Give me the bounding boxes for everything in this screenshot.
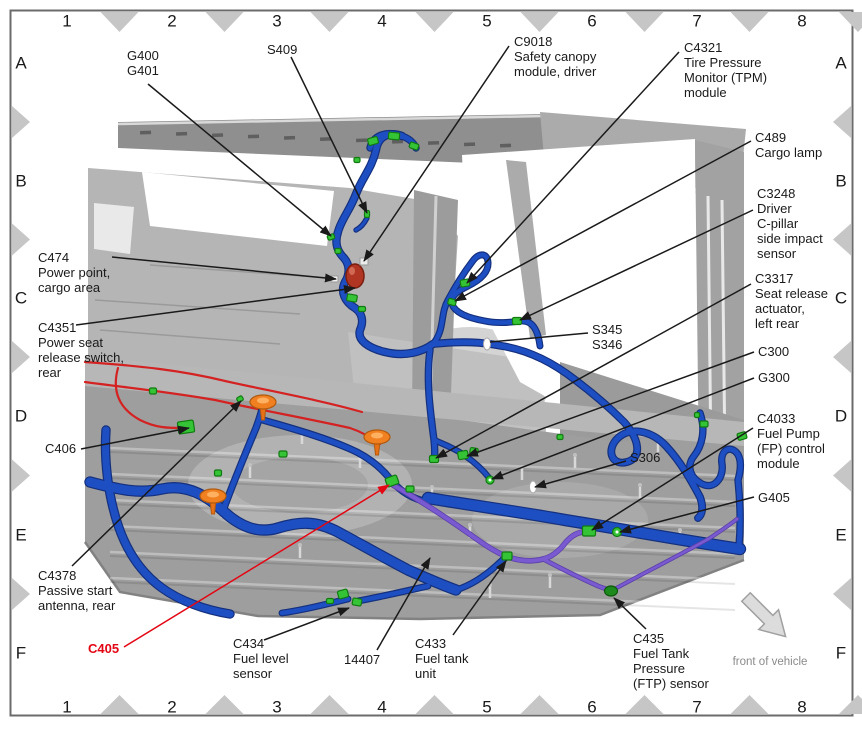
callout-line: C474 xyxy=(38,250,70,265)
callout-line: cargo area xyxy=(38,280,101,295)
callout-line: unit xyxy=(415,666,436,681)
callout-line: Fuel Tank xyxy=(633,646,690,661)
grid-row-label-right: F xyxy=(835,643,847,663)
callout-line: Safety canopy xyxy=(514,49,597,64)
grid-col-label-top: 7 xyxy=(692,11,702,31)
leader-g300 xyxy=(492,378,754,479)
grid-row-label-left: E xyxy=(15,525,27,545)
callout-line: actuator, xyxy=(755,301,805,316)
grid-col-label-bottom: 4 xyxy=(377,697,387,717)
callout-s306 xyxy=(630,450,660,465)
callout-line: Fuel Pump xyxy=(757,426,820,441)
callout-c433 xyxy=(415,636,468,681)
leader-c9018 xyxy=(364,46,509,261)
leader-s306 xyxy=(535,461,626,487)
callout-s409 xyxy=(267,42,297,57)
grid-row-label-right: B xyxy=(835,171,847,191)
callout-line: (FTP) sensor xyxy=(633,676,709,691)
front-of-vehicle-label: front of vehicle xyxy=(732,656,808,668)
grid-row-label-right: A xyxy=(835,53,847,73)
grid-row-label-left: A xyxy=(15,53,27,73)
callout-c4351 xyxy=(38,320,124,380)
callout-c3317 xyxy=(755,271,828,331)
callout-line: C433 xyxy=(415,636,447,651)
grid-col-label-top: 8 xyxy=(797,11,807,31)
callout-line: C-pillar xyxy=(757,216,799,231)
callout-line: S345 xyxy=(592,322,623,337)
callout-g300 xyxy=(758,370,790,385)
callout-line: Passive start xyxy=(38,583,113,598)
grid-col-label-top: 3 xyxy=(272,11,282,31)
callout-c9018 xyxy=(514,34,596,79)
callout-line: Seat release xyxy=(755,286,828,301)
callout-line: Power seat xyxy=(38,335,104,350)
callout-line: C4378 xyxy=(38,568,77,583)
callout-line: Tire Pressure xyxy=(684,55,762,70)
callout-c4321 xyxy=(684,40,767,100)
callout-line: S306 xyxy=(630,450,661,465)
leader-s409 xyxy=(291,57,367,213)
callout-line: side impact xyxy=(757,231,823,246)
grid-col-label-top: 4 xyxy=(377,11,387,31)
leader-c489 xyxy=(455,141,751,301)
grid-col-label-bottom: 6 xyxy=(587,697,597,717)
callout-line: module xyxy=(757,456,800,471)
leader-c300 xyxy=(467,352,754,456)
callout-line: module, driver xyxy=(514,64,597,79)
callout-line: C405 xyxy=(88,641,120,656)
leader-c433 xyxy=(453,561,506,635)
callout-n14407 xyxy=(344,652,380,667)
callout-line: S409 xyxy=(267,42,298,57)
callout-g400 xyxy=(127,48,159,78)
callout-line: Fuel tank xyxy=(415,651,469,666)
grid-row-label-right: D xyxy=(834,406,848,426)
callout-c3248 xyxy=(757,186,823,261)
callout-line: sensor xyxy=(233,666,273,681)
grid-col-label-bottom: 7 xyxy=(692,697,702,717)
grid-col-label-top: 2 xyxy=(167,11,177,31)
callout-line: C434 xyxy=(233,636,265,651)
grid-row-label-left: F xyxy=(15,643,27,663)
callout-line: C435 xyxy=(633,631,665,646)
callout-c4378 xyxy=(38,568,115,613)
callout-line: C4033 xyxy=(757,411,796,426)
grid-row-label-left: B xyxy=(15,171,27,191)
callout-line: C9018 xyxy=(514,34,553,49)
leader-c435 xyxy=(614,598,646,629)
leader-c3248 xyxy=(520,210,753,320)
leader-c406 xyxy=(81,428,189,449)
callout-line: C4351 xyxy=(38,320,77,335)
grid-col-label-bottom: 1 xyxy=(62,697,72,717)
callout-line: C406 xyxy=(45,441,77,456)
callout-line: 14407 xyxy=(344,652,381,667)
leader-s345 xyxy=(490,333,588,342)
leader-c474 xyxy=(112,257,336,279)
callout-line: module xyxy=(684,85,727,100)
callout-line: Fuel level xyxy=(233,651,289,666)
grid-col-label-bottom: 3 xyxy=(272,697,282,717)
leader-g400 xyxy=(148,84,331,236)
callout-line: Driver xyxy=(757,201,792,216)
callout-line: (FP) control xyxy=(757,441,825,456)
grid-row-label-right: E xyxy=(835,525,847,545)
callout-c405 xyxy=(88,641,119,656)
callout-s345 xyxy=(592,322,622,352)
callout-line: sensor xyxy=(757,246,797,261)
callout-line: release switch, xyxy=(38,350,124,365)
callout-line: antenna, rear xyxy=(38,598,116,613)
leader-g405 xyxy=(620,497,754,532)
callout-line: C489 xyxy=(755,130,787,145)
callout-line: Power point, xyxy=(38,265,111,280)
callout-g405 xyxy=(758,490,790,505)
grid-row-label-right: C xyxy=(834,288,848,308)
callout-line: G405 xyxy=(758,490,790,505)
callout-c434 xyxy=(233,636,289,681)
callout-line: C4321 xyxy=(684,40,723,55)
callout-c300 xyxy=(758,344,789,359)
grid-col-label-top: 1 xyxy=(62,11,72,31)
callout-c435 xyxy=(633,631,709,691)
callout-line: Pressure xyxy=(633,661,686,676)
callout-line: G400 xyxy=(127,48,159,63)
callout-c4033 xyxy=(757,411,825,471)
callout-line: S346 xyxy=(592,337,623,352)
leader-c4378 xyxy=(72,401,241,566)
grid-row-label-left: C xyxy=(14,288,28,308)
callout-line: Monitor (TPM) xyxy=(684,70,768,85)
callout-c489 xyxy=(755,130,822,160)
grid-row-label-left: D xyxy=(14,406,28,426)
grid-col-label-bottom: 8 xyxy=(797,697,807,717)
grid-col-label-top: 5 xyxy=(482,11,492,31)
callout-line: C3317 xyxy=(755,271,794,286)
callout-c406 xyxy=(45,441,76,456)
callout-line: rear xyxy=(38,365,62,380)
callout-line: C300 xyxy=(758,344,790,359)
callout-line: G401 xyxy=(127,63,159,78)
grid-col-label-bottom: 5 xyxy=(482,697,492,717)
callout-line: left rear xyxy=(755,316,800,331)
callout-line: G300 xyxy=(758,370,790,385)
leader-c405 xyxy=(124,485,389,647)
callout-c474 xyxy=(38,250,110,295)
grid-col-label-top: 6 xyxy=(587,11,597,31)
callout-line: C3248 xyxy=(757,186,796,201)
leader-c4033 xyxy=(592,428,753,530)
callout-line: Cargo lamp xyxy=(755,145,823,160)
leader-c4321 xyxy=(467,52,679,283)
grid-col-label-bottom: 2 xyxy=(167,697,177,717)
